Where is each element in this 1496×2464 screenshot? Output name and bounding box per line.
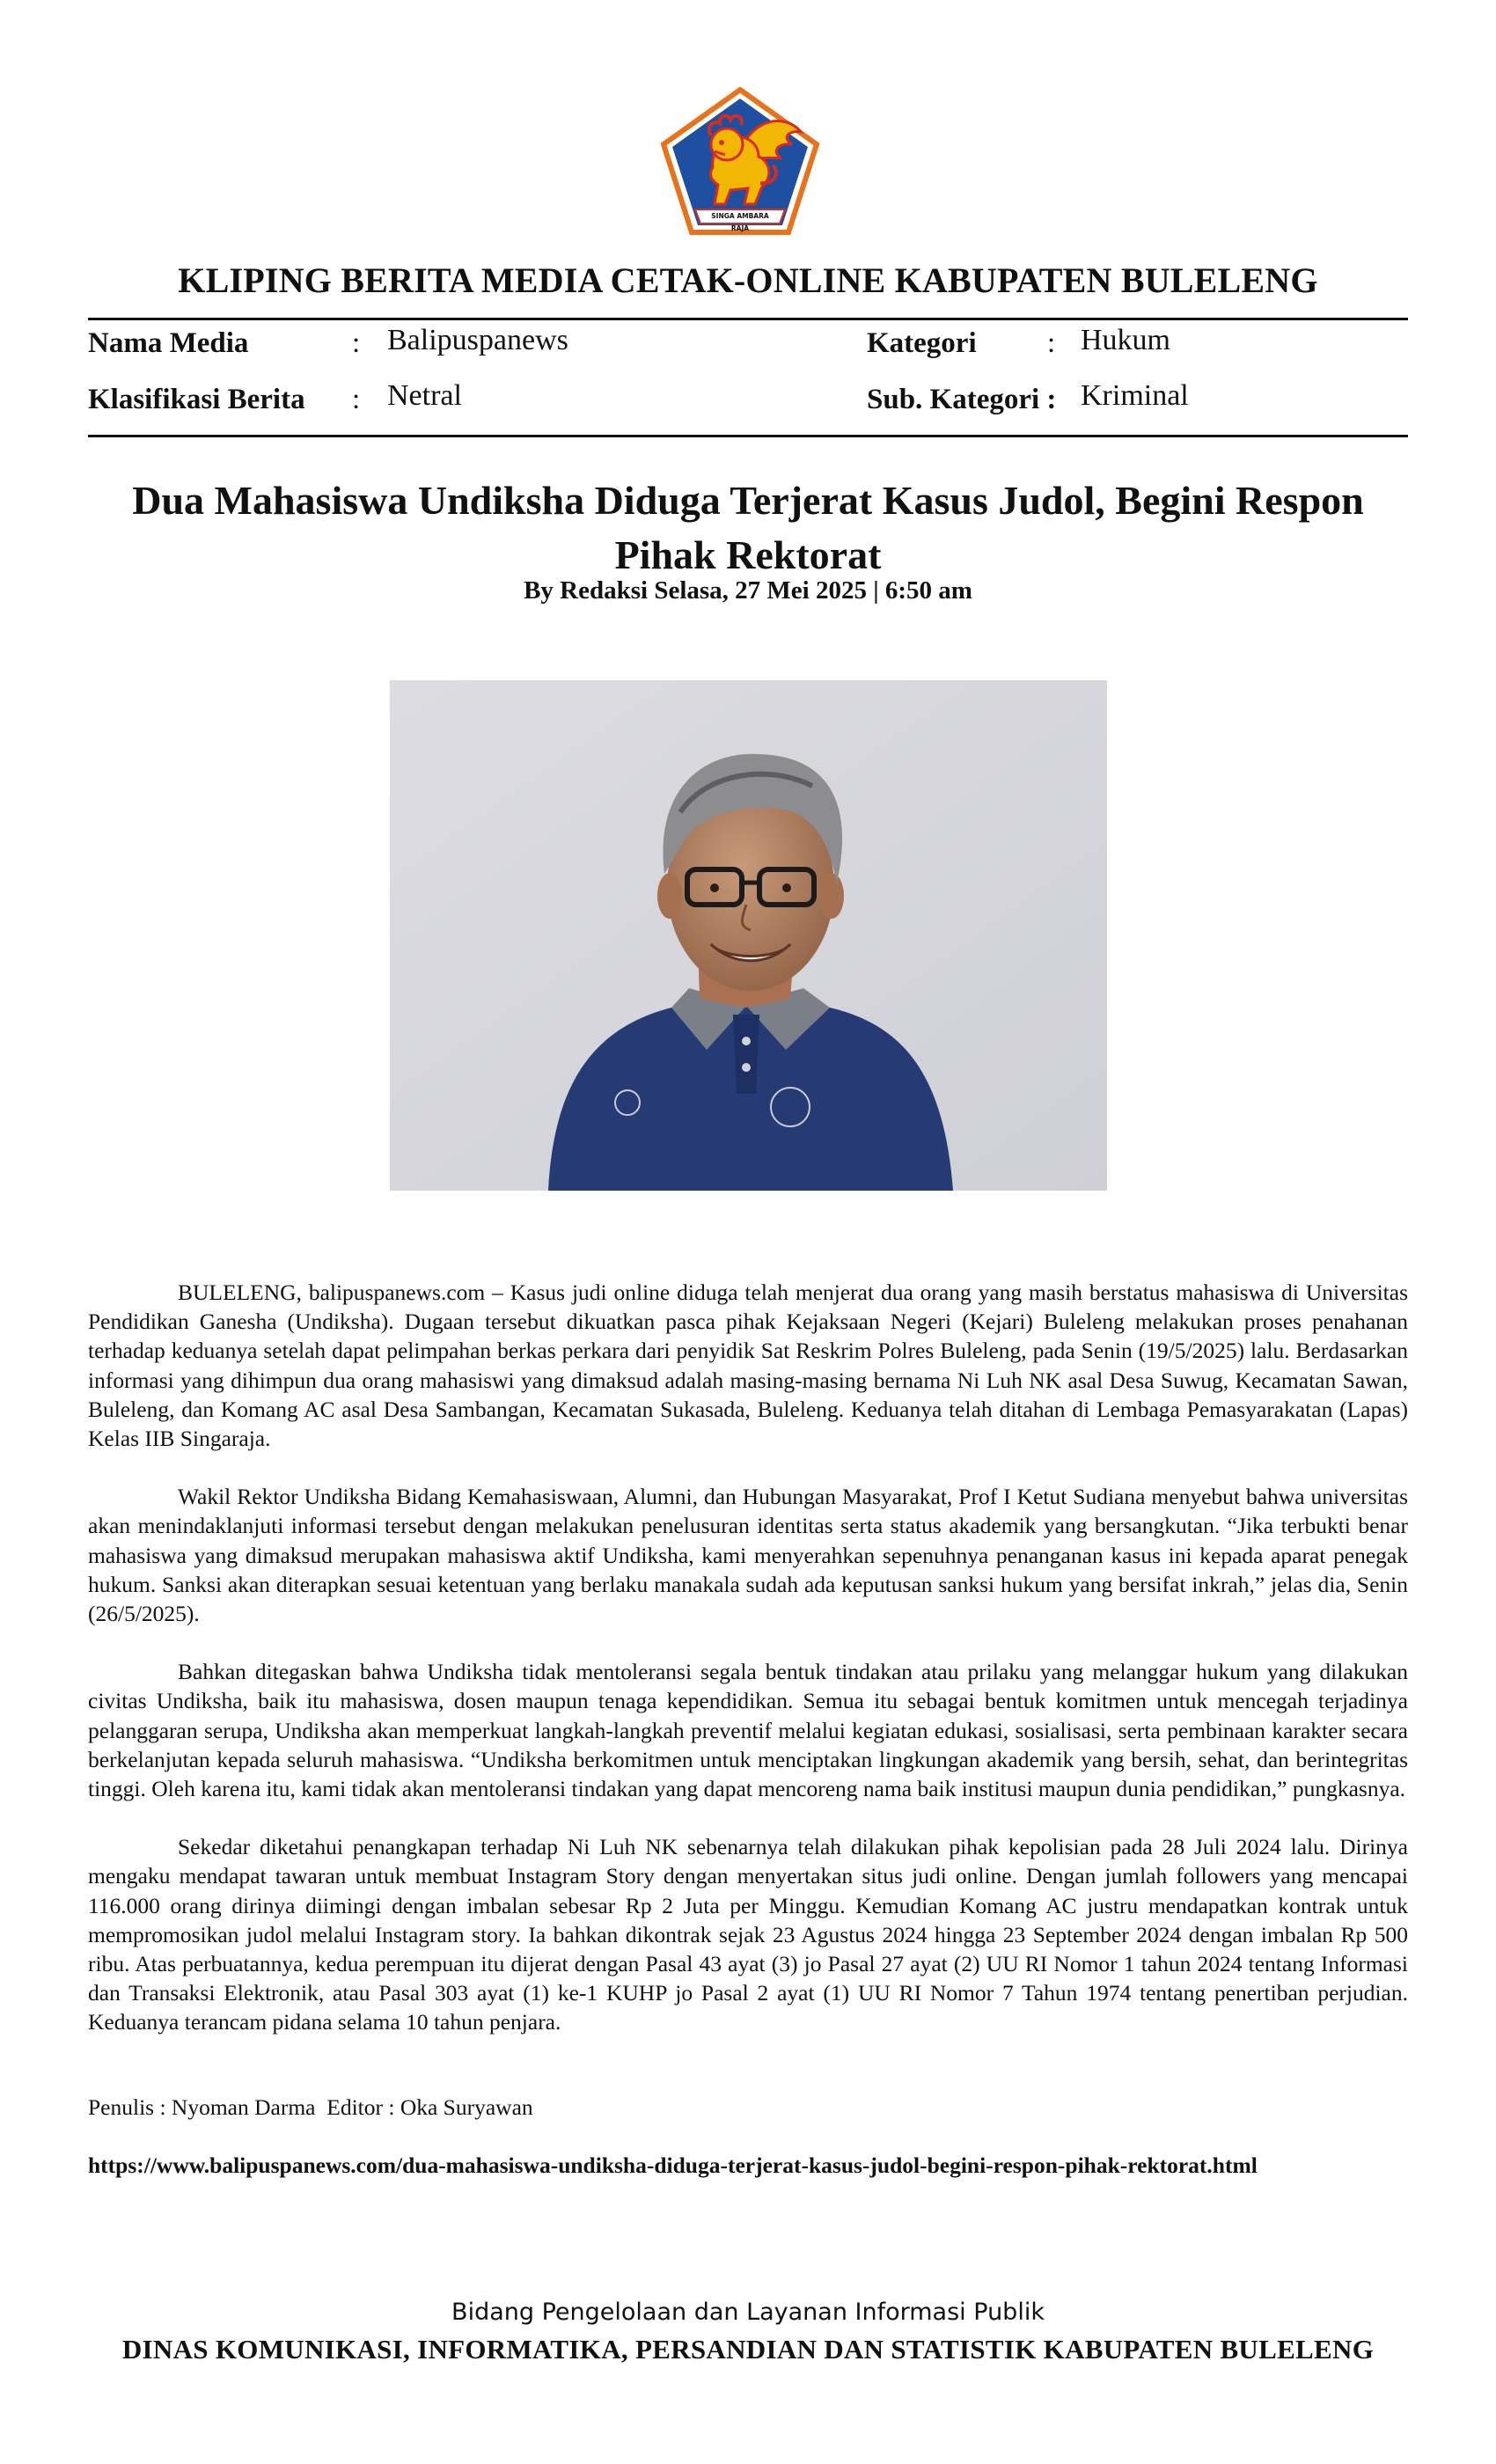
article-byline: By Redaksi Selasa, 27 Mei 2025 | 6:50 am: [524, 576, 972, 605]
kategori-label: Kategori: [867, 327, 977, 359]
subkategori-value: Kriminal: [1081, 379, 1189, 412]
source-url-link[interactable]: https://www.balipuspanews.com/dua-mahasiswa-undiksha-diduga-terjerat-kasus-judol-begini-respon-pihak-rektorat.html: [88, 2152, 1258, 2178]
article-headline: [88, 473, 1408, 583]
article-paragraph-4: Sekedar diketahui penangkapan terhadap Ni Luh NK sebenarnya telah dilakukan pihak kepolisian pada 28 Juli 2024 lalu. Dirinya mengaku mendapat tawaran untuk membuat Instagram Story dengan menyertakan situs judi online. Dengan jumlah followers yang mencapai 116.000 orang dirinya diimingi dengan imbalan sebesar Rp 2 Juta per Minggu. Kemudian Komang AC justru mendapatkan kontrak untuk mempromosikan judol melalui Instagram story. Ia bahkan dikontrak sejak 23 Agustus 2024 hingga 23 September 2024 dengan imbalan Rp 500 ribu. Atas perbuatannya, kedua perempuan itu dijerat dengan Pasal 43 ayat (3) jo Pasal 27 ayat (2) UU RI Nomor 1 tahun 2024 tentang Informasi dan Transaksi Elektronik, atau Pasal 303 ayat (1) ke-1 KUHP jo Pasal 2 ayat (1) UU RI Nomor 7 Tahun 1974 tentang penertiban perjudian. Keduanya terancam pidana selama 10 tahun penjara.: [88, 1834, 1408, 2035]
nama-media-colon: :: [352, 327, 361, 359]
headline-line-2: Pihak Rektorat: [614, 532, 882, 577]
logo-ribbon-text: SINGA AMBARA RAJA: [711, 212, 769, 232]
header-rule-bottom: [88, 435, 1408, 437]
regency-logo: [660, 86, 820, 236]
article-paragraph-1: BULELENG, balipuspanews.com – Kasus judi online diduga telah menjerat dua orang yang masih berstatus mahasiswa di Universitas Pendidikan Ganesha (Undiksha). Dugaan tersebut dikuatkan pasca pihak Kejaksaan Negeri (Kejari) Buleleng melakukan proses penahanan terhadap keduanya setelah dapat pelimpahan berkas perkara dari penyidik Sat Reskrim Polres Buleleng, pada Senin (19/5/2025) lalu. Berdasarkan informasi yang dihimpun dua orang mahasiswi yang dimaksud adalah masing-masing bernama Ni Luh NK asal Desa Suwug, Kecamatan Sawan, Buleleng, dan Komang AC asal Desa Sambangan, Kecamatan Sukasada, Buleleng. Keduanya telah ditahan di Lembaga Pemasyarakatan (Lapas) Kelas IIB Singaraja.: [88, 1280, 1408, 1452]
headline-line-1: Dua Mahasiswa Undiksha Diduga Terjerat Kasus Judol, Begini Respon: [132, 478, 1364, 523]
klasifikasi-label: Klasifikasi Berita: [88, 384, 305, 415]
footer-agency: DINAS KOMUNIKASI, INFORMATIKA, PERSANDIAN DAN STATISTIK KABUPATEN BULELENG: [121, 2334, 1375, 2365]
header-rule-top: [88, 318, 1408, 320]
klasifikasi-colon: :: [352, 384, 361, 415]
article-body: [88, 1278, 1408, 2066]
nama-media-value: Balipuspanews: [387, 324, 568, 356]
footer-division: Bidang Pengelolaan dan Layanan Informasi Publik: [451, 2299, 1045, 2326]
nama-media-label: Nama Media: [88, 327, 249, 359]
portrait-photo: [390, 680, 1107, 1191]
kliping-title: KLIPING BERITA MEDIA CETAK-ONLINE KABUPATEN BULELENG: [178, 260, 1318, 300]
kategori-value: Hukum: [1081, 324, 1170, 356]
article-credits: Penulis : Nyoman Darma Editor : Oka Suryawan: [88, 2094, 533, 2120]
article-paragraph-2: Wakil Rektor Undiksha Bidang Kemahasiswaan, Alumni, dan Hubungan Masyarakat, Prof I Ketut Sudiana menyebut bahwa universitas akan menindaklanjuti informasi tersebut dengan melakukan penelusuran identitas serta status akademik yang bersangkutan. “Jika terbukti benar mahasiswa yang dimaksud merupakan mahasiswa aktif Undiksha, kami menyerahkan sepenuhnya penanganan kasus ini kepada aparat penegak hukum. Sanksi akan diterapkan sesuai ketentuan yang berlaku manakala sudah ada keputusan sanksi hukum yang bersifat inkrah,” jelas dia, Senin (26/5/2025).: [88, 1484, 1408, 1627]
subkategori-label: Sub. Kategori :: [867, 384, 1057, 415]
article-paragraph-3: Bahkan ditegaskan bahwa Undiksha tidak mentoleransi segala bentuk tindakan atau prilaku yang melanggar hukum yang dilakukan civitas Undiksha, baik itu mahasiswa, dosen maupun tenaga kependidikan. Semua itu sebagai bentuk komitmen untuk mencegah terjadinya pelanggaran serupa, Undiksha akan memperkuat langkah-langkah preventif melalui kegiatan edukasi, sosialisasi, serta pembinaan karakter secara berkelanjutan kepada seluruh mahasiswa. “Undiksha berkomitmen untuk menciptakan lingkungan akademik yang bersih, sehat, dan berintegritas tinggi. Oleh karena itu, kami tidak akan mentoleransi tindakan yang dapat mencoreng nama baik institusi maupun dunia pendidikan,” pungkasnya.: [88, 1659, 1408, 1802]
kategori-colon: :: [1047, 327, 1056, 359]
klasifikasi-value: Netral: [387, 379, 462, 412]
